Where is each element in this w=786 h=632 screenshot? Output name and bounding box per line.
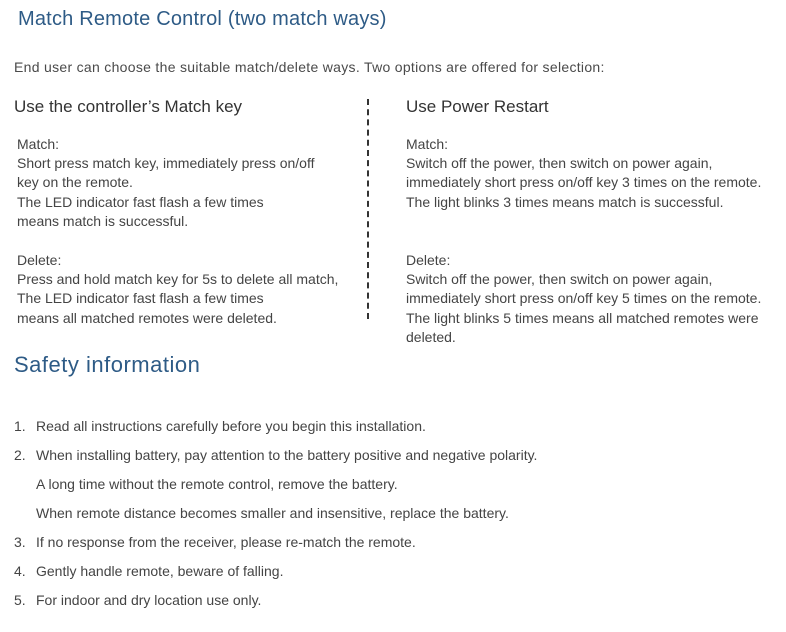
list-item-text: Gently handle remote, beware of falling. bbox=[36, 563, 284, 579]
left-match-line: means match is successful. bbox=[17, 212, 189, 229]
left-delete-line: Press and hold match key for 5s to delete all match, bbox=[17, 271, 339, 288]
right-match-block bbox=[406, 135, 766, 212]
list-item-text: When remote distance becomes smaller and insensitive, replace the battery. bbox=[36, 505, 509, 521]
left-match-line: The LED indicator fast flash a few times bbox=[17, 193, 264, 210]
list-item-continuation bbox=[14, 503, 537, 532]
left-match-line: key on the remote. bbox=[17, 174, 133, 191]
list-item bbox=[14, 590, 537, 619]
right-match-line: The light blinks 3 times means match is successful. bbox=[406, 193, 724, 210]
right-match-label: Match: bbox=[406, 136, 449, 152]
safety-list bbox=[14, 416, 537, 619]
list-item-number: 4. bbox=[14, 563, 26, 579]
right-delete-label: Delete: bbox=[406, 252, 451, 268]
right-delete-line: immediately short press on/off key 5 times on the remote. bbox=[406, 290, 762, 307]
left-delete-line: means all matched remotes were deleted. bbox=[17, 309, 277, 326]
left-delete-block bbox=[17, 251, 377, 328]
list-item-number: 3. bbox=[14, 534, 26, 550]
intro-text: End user can choose the suitable match/delete ways. Two options are offered for selection: bbox=[14, 59, 605, 75]
list-item-number: 1. bbox=[14, 418, 26, 434]
left-match-label: Match: bbox=[17, 136, 60, 152]
right-delete-line: The light blinks 5 times means all matched remotes were bbox=[406, 309, 759, 326]
list-item bbox=[14, 445, 537, 474]
safety-heading: Safety information bbox=[14, 352, 201, 377]
list-item bbox=[14, 416, 537, 445]
list-item-number: 2. bbox=[14, 447, 26, 463]
list-item-number: 5. bbox=[14, 592, 26, 608]
left-delete-label: Delete: bbox=[17, 252, 62, 268]
left-match-line: Short press match key, immediately press on/off bbox=[17, 155, 315, 172]
page-title: Match Remote Control (two match ways) bbox=[18, 8, 387, 30]
right-match-line: immediately short press on/off key 3 times on the remote. bbox=[406, 174, 762, 191]
right-match-line: Switch off the power, then switch on power again, bbox=[406, 155, 713, 172]
list-item bbox=[14, 532, 537, 561]
right-delete-line: deleted. bbox=[406, 328, 456, 345]
list-item bbox=[14, 561, 537, 590]
list-item-text: If no response from the receiver, please re-match the remote. bbox=[36, 534, 416, 550]
list-item-text: Read all instructions carefully before you begin this installation. bbox=[36, 418, 426, 434]
list-item-continuation bbox=[14, 474, 537, 503]
list-item-text: For indoor and dry location use only. bbox=[36, 592, 262, 608]
left-column-heading: Use the controller’s Match key bbox=[14, 97, 243, 116]
list-item-text: A long time without the remote control, remove the battery. bbox=[36, 476, 398, 492]
right-delete-block bbox=[406, 251, 766, 347]
left-match-block bbox=[17, 135, 377, 231]
right-column-heading: Use Power Restart bbox=[406, 97, 549, 116]
list-item-text: When installing battery, pay attention to the battery positive and negative polarity. bbox=[36, 447, 538, 463]
right-delete-line: Switch off the power, then switch on power again, bbox=[406, 271, 713, 288]
left-delete-line: The LED indicator fast flash a few times bbox=[17, 290, 264, 307]
